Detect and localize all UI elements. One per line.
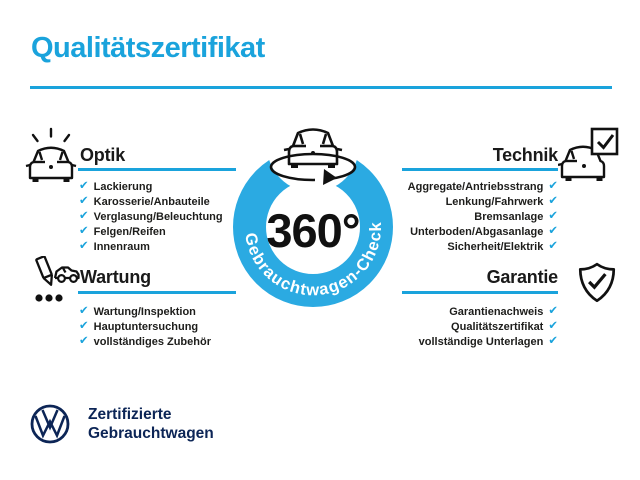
check-icon: ✔ xyxy=(79,179,89,192)
list-item-label: Wartung/Inspektion xyxy=(93,305,196,318)
list-item-label: Qualitätszertifikat xyxy=(451,320,544,333)
list-item xyxy=(474,209,558,224)
check-icon: ✔ xyxy=(548,334,558,347)
check-icon: ✔ xyxy=(548,319,558,332)
section-header-garantie: Garantie xyxy=(486,267,558,287)
check-icon: ✔ xyxy=(79,209,89,222)
shiny-car-icon xyxy=(24,126,78,184)
ring-notch xyxy=(267,100,359,192)
optik-connector-line xyxy=(78,168,236,171)
list-item-label: Garantienachweis xyxy=(449,305,544,318)
technik-connector-line xyxy=(402,168,558,171)
check-icon: ✔ xyxy=(79,334,89,347)
list-item-label: vollständiges Zubehör xyxy=(93,335,211,348)
list-item xyxy=(79,224,223,239)
list-item-label: Innenraum xyxy=(93,240,150,253)
list-item-label: vollständige Unterlagen xyxy=(418,335,544,348)
car-checkbox-icon xyxy=(558,126,620,184)
rotating-car-icon xyxy=(271,130,355,186)
footer-line-2: Gebrauchtwagen xyxy=(88,425,214,442)
list-item-label: Karosserie/Anbauteile xyxy=(93,195,210,208)
check-icon: ✔ xyxy=(548,209,558,222)
service-checklist-icon xyxy=(26,256,80,308)
page-title: Qualitätszertifikat xyxy=(31,32,265,64)
list-item-label: Verglasung/Beleuchtung xyxy=(93,210,223,223)
check-icon: ✔ xyxy=(79,319,89,332)
check-icon: ✔ xyxy=(548,239,558,252)
check-icon: ✔ xyxy=(548,179,558,192)
check-icon: ✔ xyxy=(79,194,89,207)
list-item-label: Hauptuntersuchung xyxy=(93,320,199,333)
list-item xyxy=(451,319,558,334)
list-item xyxy=(449,304,558,319)
footer-line-1: Zertifizierte xyxy=(88,406,172,423)
list-item xyxy=(408,179,558,194)
list-item-label: Lackierung xyxy=(93,180,153,193)
check-icon: ✔ xyxy=(548,194,558,207)
check-icon: ✔ xyxy=(548,304,558,317)
list-item xyxy=(410,224,558,239)
list-item-label: Lenkung/Fahrwerk xyxy=(445,195,544,208)
list-item xyxy=(79,319,211,334)
list-item xyxy=(447,239,558,254)
wartung-connector-line xyxy=(78,291,236,294)
list-item xyxy=(79,209,223,224)
list-item-label: Aggregate/Antriebsstrang xyxy=(407,180,544,193)
section-header-optik: Optik xyxy=(80,145,126,165)
list-item xyxy=(79,194,223,209)
check-icon: ✔ xyxy=(79,224,89,237)
ring-label: Gebrauchtwagen-Check xyxy=(241,221,386,300)
wartung-checklist xyxy=(79,304,211,349)
garantie-checklist xyxy=(419,304,558,349)
section-header-technik: Technik xyxy=(492,145,558,165)
vw-logo xyxy=(29,403,71,445)
list-item xyxy=(419,334,558,349)
svg-text:Gebrauchtwagen-Check xyxy=(241,222,385,300)
check-icon: ✔ xyxy=(79,304,89,317)
check-icon: ✔ xyxy=(79,239,89,252)
technik-checklist xyxy=(408,179,558,254)
rotation-arrowhead xyxy=(323,169,337,185)
list-item xyxy=(79,304,211,319)
list-item xyxy=(79,334,211,349)
optik-checklist xyxy=(79,179,223,254)
garantie-connector-line xyxy=(402,291,558,294)
check-ring xyxy=(250,164,377,291)
footer-brand-text xyxy=(88,405,214,443)
center-value: 360° xyxy=(266,204,360,257)
list-item xyxy=(79,239,223,254)
list-item xyxy=(79,179,223,194)
list-item-label: Sicherheit/Elektrik xyxy=(447,240,544,253)
list-item-label: Unterboden/Abgasanlage xyxy=(410,225,544,238)
list-item-label: Felgen/Reifen xyxy=(93,225,166,238)
title-divider xyxy=(30,86,612,89)
list-item-label: Bremsanlage xyxy=(474,210,544,223)
check-icon: ✔ xyxy=(548,224,558,237)
list-item xyxy=(446,194,558,209)
shield-check-icon xyxy=(574,260,620,306)
section-header-wartung: Wartung xyxy=(80,267,151,287)
